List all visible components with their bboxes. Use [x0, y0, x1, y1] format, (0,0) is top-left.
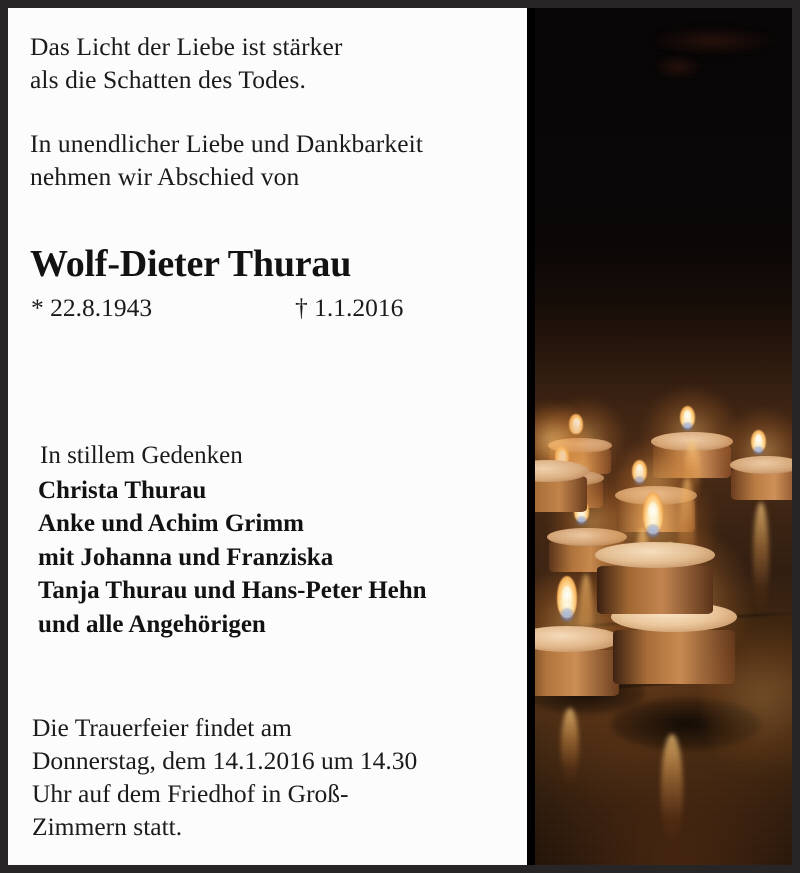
- farewell-intro: [30, 127, 513, 193]
- candle-body: [613, 630, 735, 684]
- mourner-name: mit Johanna und Franziska: [38, 543, 334, 571]
- quote-line-2: als die Schatten des Todes.: [30, 65, 306, 95]
- flame-blue-base: [646, 524, 660, 538]
- memorial-quote: [30, 30, 513, 96]
- candle-back-right: [731, 456, 792, 500]
- quote-block: [30, 30, 513, 194]
- flame-blue-base: [682, 422, 693, 431]
- intro-line-2: nehmen wir Abschied von: [30, 162, 300, 192]
- flame-core: [684, 410, 691, 421]
- flame-blue-base: [753, 446, 764, 455]
- quote-line-1: Das Licht der Liebe ist stärker: [30, 32, 343, 61]
- flame-core: [562, 586, 572, 604]
- candle-foreground-center: [613, 602, 735, 684]
- candle-top: [595, 542, 716, 568]
- funeral-line-3: Uhr auf dem Friedhof in Groß-: [32, 779, 349, 809]
- mourners-block: [38, 440, 517, 642]
- flame-core: [648, 502, 658, 520]
- flame-core: [636, 464, 643, 475]
- intro-line-1: In unendlicher Liebe und Dankbarkeit: [30, 129, 424, 159]
- candle-reflection: [753, 502, 769, 617]
- birth-date: * 22.8.1943: [31, 292, 153, 322]
- candle-reflection: [685, 440, 699, 510]
- notice-text-column: [8, 8, 527, 865]
- candle-foreground-second: [597, 542, 713, 614]
- candle-reflection: [561, 708, 579, 788]
- deceased-name: Wolf-Dieter Thurau: [30, 242, 352, 285]
- candle-top: [535, 626, 621, 652]
- mourners-intro: In stillem Gedenken: [40, 442, 243, 469]
- flame-blue-base: [576, 516, 587, 525]
- candle-body: [535, 650, 619, 696]
- funeral-line-2: Donnerstag, dem 14.1.2016 um 14.30: [32, 746, 418, 776]
- candle-foreground-far-left: [535, 460, 587, 512]
- mourner-name: Anke und Achim Grimm: [38, 510, 305, 538]
- flame-core: [755, 434, 762, 445]
- flame-core: [573, 418, 580, 428]
- photo-smudge-artifact: [655, 56, 701, 78]
- flame-blue-base: [634, 476, 645, 485]
- candle-body: [597, 566, 713, 614]
- mourner-name: und alle Angehörigen: [38, 611, 266, 638]
- death-date: † 1.1.2016: [295, 292, 404, 322]
- funeral-line-1: Die Trauerfeier findet am: [32, 713, 292, 742]
- photo-smudge-artifact: [653, 28, 773, 54]
- funeral-line-4: Zimmern statt.: [32, 812, 183, 842]
- life-dates: [30, 293, 513, 325]
- candle-foreground-left: [535, 626, 619, 696]
- mourner-name: Tanja Thurau und Hans-Peter Hehn: [38, 577, 427, 605]
- candle-reflection: [661, 734, 683, 846]
- flame-core: [559, 450, 566, 460]
- funeral-details: [32, 711, 519, 844]
- deceased-name-block: [30, 244, 513, 325]
- mourner-name: Christa Thurau: [38, 476, 207, 504]
- candle-photograph: [535, 8, 792, 865]
- flame-blue-base: [560, 608, 574, 622]
- candle-photo-column: [527, 8, 792, 865]
- candle-shadow: [611, 698, 761, 750]
